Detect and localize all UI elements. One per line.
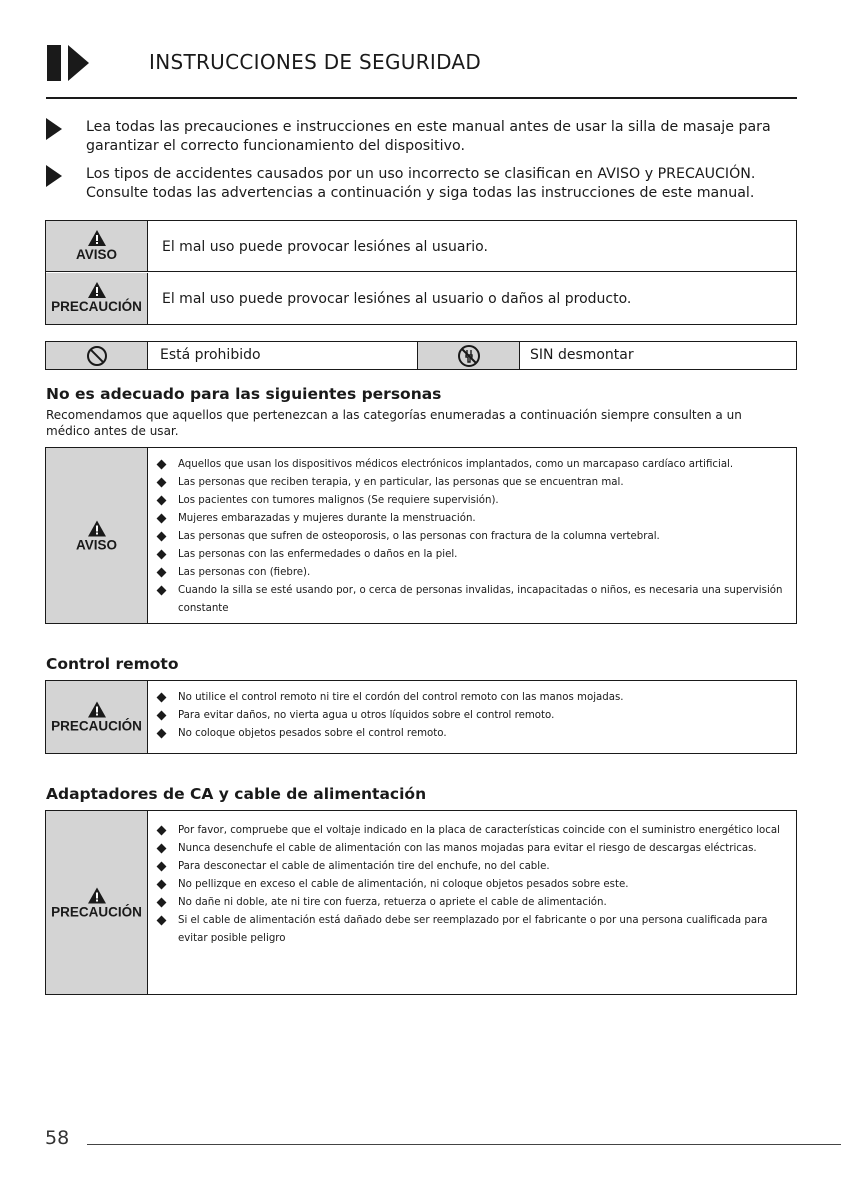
list-item: Aquellos que usan los dispositivos médicos electrónicos implantados, como un marcapaso cardíaco artificial. [156,456,786,474]
list-item: Nunca desenchufe el cable de alimentación con las manos mojadas para evitar el riesgo de descargas eléctricas. [156,840,786,858]
intro-paragraph-2 [46,165,797,203]
page-title: INSTRUCCIONES DE SEGURIDAD [149,50,482,74]
symbols-legend-table [45,341,797,370]
list-item: Mujeres embarazadas y mujeres durante la menstruación. [156,510,786,528]
legend-row-precaucion [46,273,796,324]
warning-triangle-icon [87,701,107,719]
bullet-arrow-icon [46,165,62,187]
aviso-label: AVISO [75,537,117,552]
unsuitable-aviso-box [45,447,797,624]
prohibited-icon [86,345,108,367]
warning-triangle-icon [87,281,107,299]
warning-triangle-icon [87,229,107,247]
list-item: Las personas con las enfermedades o daños en la piel. [156,546,786,564]
list-item: Las personas con (fiebre). [156,564,786,582]
legend-row-aviso [46,221,796,272]
precaucion-label: PRECAUCIÓN [51,299,142,314]
adapters-section-title: Adaptadores de CA y cable de alimentación [46,785,427,803]
unsuitable-section-subtitle: Recomendamos que aquellos que pertenezcan a las categorías enumeradas a continuación siempre consulten a un médico antes de usar. [46,408,742,438]
prohibited-text: Está prohibido [160,347,261,363]
list-item: No pellizque en exceso el cable de alimentación, ni coloque objetos pesados sobre este. [156,876,786,894]
list-item: Las personas que sufren de osteoporosis, o las personas con fractura de la columna vertebral. [156,528,786,546]
warning-triangle-icon [87,519,107,537]
section-marker-icon [47,45,89,81]
aviso-label-cell [46,221,148,271]
list-item: Cuando la silla se esté usando por, o cerca de personas invalidas, incapacitadas o niños, es necesaria una supervisión constante [156,582,786,618]
precaucion-label-cell [46,681,148,753]
precaucion-description: El mal uso puede provocar lesiónes al usuario o daños al producto. [162,291,632,307]
remote-section-title: Control remoto [46,655,179,673]
bullet-arrow-icon [46,118,62,140]
intro-paragraph-1 [46,118,797,156]
remote-list [156,689,786,743]
no-disassemble-symbol-cell [417,342,520,369]
list-item: Los pacientes con tumores malignos (Se requiere supervisión). [156,492,786,510]
adapters-precaucion-box [45,810,797,995]
warning-triangle-icon [87,886,107,904]
list-item: No utilice el control remoto ni tire el cordón del control remoto con las manos mojadas. [156,689,786,707]
adapters-list [156,822,786,948]
precaucion-label: PRECAUCIÓN [51,904,142,919]
list-item: Si el cable de alimentación está dañado debe ser reemplazado por el fabricante o por una persona cualificada para evitar posible peligro [156,912,786,948]
list-item: Las personas que reciben terapia, y en particular, las personas que se encuentran mal. [156,474,786,492]
precaucion-label-cell [46,273,148,324]
aviso-label-cell [46,448,148,623]
footer-divider [87,1144,841,1145]
intro-text-1: Lea todas las precauciones e instrucciones en este manual antes de usar la silla de masaje para garantizar el correcto funcionamiento del dispositivo. [86,119,771,154]
warning-legend-table [45,220,797,325]
aviso-description: El mal uso puede provocar lesiónes al usuario. [162,239,488,255]
aviso-label: AVISO [75,247,117,262]
no-disassemble-text: SIN desmontar [530,347,634,363]
list-item: Para desconectar el cable de alimentación tire del enchufe, no del cable. [156,858,786,876]
list-item: Para evitar daños, no vierta agua u otros líquidos sobre el control remoto. [156,707,786,725]
unsuitable-list [156,456,786,618]
precaucion-label: PRECAUCIÓN [51,718,142,734]
list-item: No coloque objetos pesados sobre el control remoto. [156,725,786,743]
unsuitable-section-title: No es adecuado para las siguientes personas [46,385,442,403]
remote-precaucion-box [45,680,797,754]
page-number: 58 [45,1127,70,1149]
prohibited-symbol-cell [46,342,148,369]
header-divider [46,97,797,99]
no-disassemble-icon [457,344,481,368]
precaucion-label-cell [46,811,148,994]
intro-text-2: Los tipos de accidentes causados por un uso incorrecto se clasifican en AVISO y PRECAUCIÓN. Consulte todas las advertencias a continuación y siga todas las instrucciones de este manual. [86,166,756,201]
list-item: No dañe ni doble, ate ni tire con fuerza, retuerza o apriete el cable de alimentación. [156,894,786,912]
list-item: Por favor, compruebe que el voltaje indicado en la placa de características coincide con el suministro energético local [156,822,786,840]
